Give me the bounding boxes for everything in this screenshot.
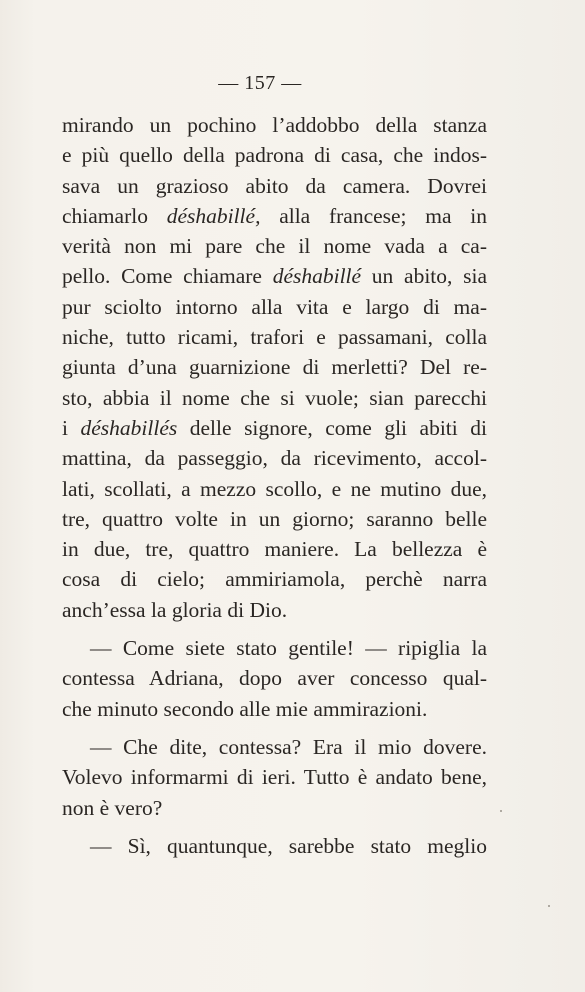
text-line: i déshabillés delle signore, come gli abiti di (62, 415, 487, 440)
text-line: mattina, da passeggio, da ricevimento, accol- (62, 446, 487, 471)
paragraph-gap (62, 823, 487, 831)
text-line: — Come siete stato gentile! — ripiglia la (90, 636, 487, 661)
text-line: anch’essa la gloria di Dio. (62, 597, 288, 622)
paper-speck (548, 905, 550, 907)
text-line: tre, quattro volte in un giorno; saranno belle (62, 506, 487, 531)
italic-word: déshabillé (272, 264, 362, 289)
text-line: in due, tre, quattro maniere. La bellezza è (62, 537, 487, 562)
text-line: — Che dite, contessa? Era il mio dovere. (90, 734, 487, 759)
paper-speck (500, 810, 502, 812)
text-line: pur sciolto intorno alla vita e largo di ma- (62, 294, 487, 319)
text-line: non è vero? (62, 795, 163, 820)
text-line: chiamarlo déshabillé, alla francese; ma in (62, 203, 487, 228)
paragraph-gap (62, 625, 487, 633)
body-text (62, 110, 487, 861)
italic-word: déshabillé, (166, 203, 261, 228)
text-line: verità non mi pare che il nome vada a ca- (62, 234, 487, 259)
text-line: contessa Adriana, dopo aver concesso qual- (62, 666, 487, 691)
text-line: cosa di cielo; ammiriamola, perchè narra (62, 567, 487, 592)
italic-word: déshabillés (80, 415, 178, 440)
text-line: lati, scollati, a mezzo scollo, e ne mutino due, (62, 476, 487, 501)
paragraph-gap (62, 724, 487, 732)
text-line: che minuto secondo alle mie ammirazioni. (62, 696, 428, 721)
text-line: pello. Come chiamare déshabillé un abito, sia (62, 264, 487, 289)
text-line: giunta d’una guarnizione di merletti? Del re- (62, 355, 487, 380)
page-number: — 157 — (218, 72, 302, 94)
text-line: — Sì, quantunque, sarebbe stato meglio (90, 833, 487, 858)
text-line: sava un grazioso abito da camera. Dovrei (62, 173, 487, 198)
text-line: sto, abbia il nome che si vuole; sian parecchi (62, 385, 487, 410)
text-line: mirando un pochino l’addobbo della stanza (62, 113, 487, 137)
text-line: niche, tutto ricami, trafori e passamani, colla (62, 325, 487, 350)
text-line: e più quello della padrona di casa, che indos- (62, 143, 487, 168)
text-line: Volevo informarmi di ieri. Tutto è andato bene, (62, 765, 487, 790)
